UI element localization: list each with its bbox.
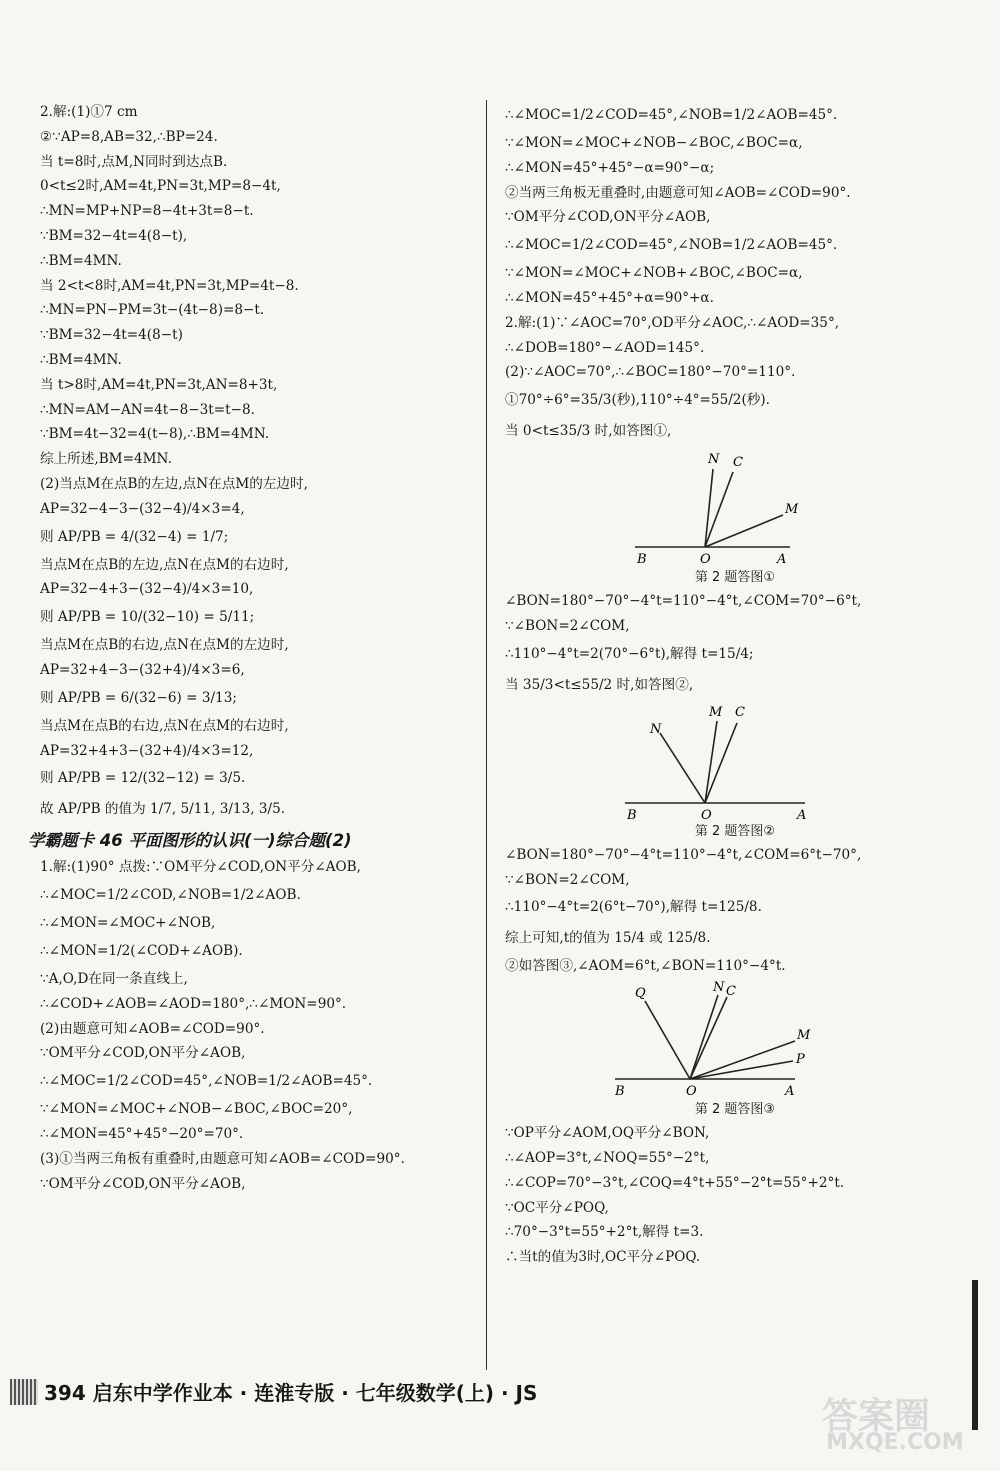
label-n: N — [650, 721, 662, 737]
label-o: O — [701, 807, 712, 821]
figure-3-diagram — [505, 979, 965, 1099]
section-heading: 学霸题卡 46 平面图形的认识(一)综合题(2) — [28, 831, 352, 851]
left-line: AP=32−4+3−(32−4)/4×3=10, — [40, 581, 254, 598]
label-c: C — [733, 455, 743, 471]
figure-3-caption: 第 2 题答图③ — [694, 1102, 776, 1118]
left-line: ∴MN=AM−AN=4t−8−3t=t−8. — [40, 401, 255, 418]
right-line: ∴当t的值为3时,OC平分∠POQ. — [505, 1249, 701, 1266]
left-line: ②∵AP=8,AB=32,∴BP=24. — [40, 128, 218, 145]
right-line: ∴∠AOP=3°t,∠NOQ=55°−2°t, — [505, 1149, 710, 1166]
right-line: ∴∠MOC=1/2∠COD=45°,∠NOB=1/2∠AOB=45°. — [505, 237, 838, 254]
left-line: ∴MN=PN−PM=3t−(4t−8)=8−t. — [40, 302, 265, 319]
right-line: 综上可知,t的值为 15/4 或 125/8. — [505, 930, 711, 947]
left-line: (3)①当两三角板有重叠时,由题意可知∠AOB=∠COD=90°. — [40, 1150, 405, 1167]
solution-text-block-5 — [505, 843, 965, 979]
left-line: ∵OM平分∠COD,ON平分∠AOB, — [40, 1175, 246, 1192]
barcode-icon — [10, 1379, 38, 1405]
right-line: 当 0<t≤35/3 时,如答图①, — [505, 423, 672, 440]
left-line: 综上所述,BM=4MN. — [40, 451, 172, 468]
left-line: ∵BM=32−4t=4(8−t) — [40, 327, 183, 344]
figure-2-diagram — [505, 701, 965, 821]
right-line: ∵OC平分∠POQ, — [505, 1199, 609, 1216]
left-line: 则 AP/PB = 10/(32−10) = 5/11; — [40, 609, 255, 626]
solution-text-block-6 — [505, 1121, 965, 1270]
left-line: 0<t≤2时,AM=4t,PN=3t,MP=8−4t, — [40, 178, 281, 195]
watermark-logo: 答案圈 — [822, 1396, 931, 1437]
footer-text: 394 启东中学作业本 · 连淮专版 · 七年级数学(上) · JS — [44, 1381, 538, 1405]
right-line: ∴∠MOC=1/2∠COD=45°,∠NOB=1/2∠AOB=45°. — [505, 107, 838, 123]
watermark-url: MXQE.COM — [826, 1430, 964, 1455]
right-line: ①70°÷6°=35/3(秒),110°÷4°=55/2(秒). — [505, 392, 770, 409]
left-line: 当 2<t<8时,AM=4t,PN=3t,MP=4t−8. — [40, 277, 299, 294]
left-line: (2)由题意可知∠AOB=∠COD=90°. — [40, 1020, 265, 1037]
left-line: 2.解:(1)①7 cm — [40, 104, 138, 120]
figure-3 — [505, 979, 965, 1099]
right-line: ∴∠DOB=180°−∠AOD=145°. — [505, 339, 705, 356]
left-line: 当 t>8时,AM=4t,PN=3t,AN=8+3t, — [40, 376, 278, 393]
left-line: ∴∠MON=1/2(∠COD+∠AOB). — [40, 942, 243, 959]
right-column — [505, 100, 965, 1270]
label-n: N — [713, 980, 725, 996]
label-n: N — [708, 452, 720, 468]
left-line: ∴BM=4MN. — [40, 351, 122, 368]
right-line: ②如答图③,∠AOM=6°t,∠BON=110°−4°t. — [505, 958, 786, 975]
left-line: ∵∠MON=∠MOC+∠NOB−∠BOC,∠BOC=20°, — [40, 1101, 353, 1118]
right-line: ∴110°−4°t=2(70°−6°t),解得 t=15/4; — [505, 645, 754, 662]
left-line: ∴∠MOC=1/2∠COD=45°,∠NOB=1/2∠AOB=45°. — [40, 1073, 373, 1090]
figure-2 — [505, 701, 965, 821]
label-c: C — [726, 984, 736, 1000]
right-line: ∴∠MON=45°+45°−α=90°−α; — [505, 159, 715, 176]
right-line: ∵∠MON=∠MOC+∠NOB+∠BOC,∠BOC=α, — [505, 265, 803, 282]
left-line: ∴∠MOC=1/2∠COD,∠NOB=1/2∠AOB. — [40, 887, 301, 904]
left-line: (2)当点M在点B的左边,点N在点M的左边时, — [40, 475, 308, 492]
left-line: AP=32+4−3−(32+4)/4×3=6, — [40, 661, 245, 678]
left-line: 则 AP/PB = 12/(32−12) = 3/5. — [40, 770, 246, 787]
label-p: P — [796, 1052, 805, 1068]
left-line: 故 AP/PB 的值为 1/7, 5/11, 3/13, 3/5. — [40, 801, 286, 818]
right-line: ∴70°−3°t=55°+2°t,解得 t=3. — [505, 1224, 704, 1241]
right-line: ∵∠BON=2∠COM, — [505, 617, 630, 634]
label-c: C — [735, 704, 745, 720]
solution-text-block-3 — [505, 100, 965, 447]
label-a: A — [797, 807, 807, 821]
left-line: 当 t=8时,点M,N同时到达点B. — [40, 153, 228, 170]
right-line: ②当两三角板无重叠时,由题意可知∠AOB=∠COD=90°. — [505, 184, 851, 201]
right-line: ∵OP平分∠AOM,OQ平分∠BON, — [505, 1125, 710, 1142]
label-o: O — [700, 552, 711, 568]
label-m: M — [797, 1028, 811, 1044]
solution-text-block-1 — [40, 100, 470, 825]
left-line: 则 AP/PB = 4/(32−4) = 1/7; — [40, 528, 229, 545]
left-line: ∵BM=32−4t=4(8−t), — [40, 227, 188, 244]
left-line: 当点M在点B的右边,点N在点M的左边时, — [40, 637, 289, 654]
right-line: ∵∠BON=2∠COM, — [505, 871, 630, 888]
label-b: B — [615, 1084, 625, 1100]
left-column — [28, 100, 470, 1196]
column-divider — [486, 100, 487, 1370]
label-m: M — [785, 502, 799, 518]
right-line: ∠BON=180°−70°−4°t=110°−4°t,∠COM=70°−6°t, — [505, 593, 862, 610]
right-line: ∴110°−4°t=2(6°t−70°),解得 t=125/8. — [505, 899, 762, 916]
right-line: ∠BON=180°−70°−4°t=110°−4°t,∠COM=6°t−70°, — [505, 846, 862, 863]
right-line: ∴∠COP=70°−3°t,∠COQ=4°t+55°−2°t=55°+2°t. — [505, 1174, 845, 1191]
left-line: ∵OM平分∠COD,ON平分∠AOB, — [40, 1045, 246, 1062]
label-a: A — [777, 552, 787, 568]
label-o: O — [686, 1084, 697, 1100]
right-line: ∵∠MON=∠MOC+∠NOB−∠BOC,∠BOC=α, — [505, 135, 803, 151]
left-line: 1.解:(1)90° 点拨:∵OM平分∠COD,ON平分∠AOB, — [40, 859, 361, 876]
left-line: 则 AP/PB = 6/(32−6) = 3/13; — [40, 689, 237, 706]
left-line: ∴∠MON=∠MOC+∠NOB, — [40, 915, 216, 932]
figure-2-caption: 第 2 题答图② — [694, 823, 776, 839]
label-b: B — [627, 807, 637, 821]
right-line: 当 35/3<t≤55/2 时,如答图②, — [505, 676, 694, 693]
left-line: AP=32−4−3−(32−4)/4×3=4, — [40, 500, 245, 517]
right-line: ∵OM平分∠COD,ON平分∠AOB, — [505, 209, 711, 226]
label-q: Q — [635, 986, 646, 1002]
figure-1 — [505, 447, 965, 567]
right-line: ∴∠MON=45°+45°+α=90°+α. — [505, 289, 714, 306]
label-a: A — [785, 1084, 795, 1100]
label-b: B — [637, 552, 647, 568]
solution-text-block-4 — [505, 589, 965, 701]
solution-text-block-2 — [40, 855, 470, 1196]
left-line: ∴∠COD+∠AOB=∠AOD=180°,∴∠MON=90°. — [40, 995, 347, 1012]
left-line: ∵BM=4t−32=4(t−8),∴BM=4MN. — [40, 426, 270, 443]
figure-1-caption: 第 2 题答图① — [694, 570, 776, 586]
left-line: ∴∠MON=45°+45°−20°=70°. — [40, 1125, 244, 1142]
right-line: (2)∵∠AOC=70°,∴∠BOC=180°−70°=110°. — [505, 364, 796, 381]
left-line: ∴MN=MP+NP=8−4t+3t=8−t. — [40, 203, 254, 220]
right-line: 2.解:(1)∵∠AOC=70°,OD平分∠AOC,∴∠AOD=35°, — [505, 314, 840, 331]
figure-1-diagram — [505, 447, 965, 567]
binding-edge — [972, 1280, 978, 1430]
left-line: AP=32+4+3−(32+4)/4×3=12, — [40, 742, 254, 759]
left-line: ∵A,O,D在同一条直线上, — [40, 970, 188, 987]
left-line: 当点M在点B的右边,点N在点M的右边时, — [40, 717, 289, 734]
left-line: 当点M在点B的左边,点N在点M的右边时, — [40, 556, 289, 573]
label-m: M — [709, 704, 723, 720]
left-line: ∴BM=4MN. — [40, 252, 122, 269]
